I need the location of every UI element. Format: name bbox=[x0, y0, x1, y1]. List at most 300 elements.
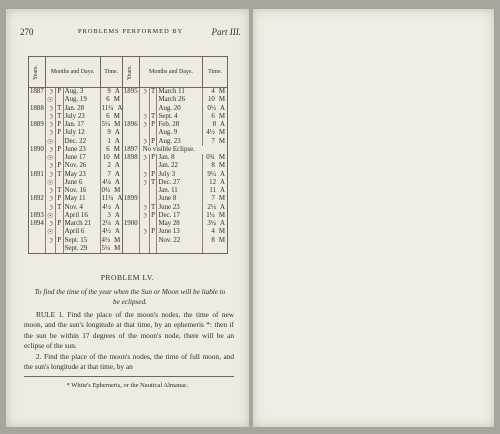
right-time-cell bbox=[203, 187, 228, 195]
table-row bbox=[29, 220, 228, 228]
left-body-glyph: ☽ bbox=[47, 236, 54, 245]
table-row bbox=[29, 146, 228, 154]
right-date-cell: Aug. 9 bbox=[157, 129, 203, 137]
running-title: PROBLEMS PERFORMED BY bbox=[78, 28, 184, 35]
right-time-cell bbox=[203, 237, 228, 245]
time-meridiem: A bbox=[114, 178, 120, 186]
right-time-cell bbox=[203, 88, 228, 97]
right-body-glyph bbox=[139, 245, 149, 254]
table-row bbox=[29, 187, 228, 195]
right-year-cell bbox=[122, 162, 139, 170]
right-year-cell: 1899 bbox=[123, 195, 138, 203]
right-year-cell bbox=[122, 179, 139, 187]
right-body-glyph bbox=[139, 96, 149, 104]
time-value: 9 bbox=[107, 88, 111, 95]
right-year-cell bbox=[122, 171, 139, 179]
right-year-cell: 1900 bbox=[123, 220, 138, 227]
right-year-cell: 1895 bbox=[123, 88, 138, 95]
left-body-glyph: ☽ bbox=[47, 195, 54, 204]
left-body-glyph: ☽ bbox=[47, 104, 54, 113]
left-body-glyph: ☽ bbox=[47, 170, 54, 179]
rule-1: RULE 1. Find the place of the moon's nodes, the time of new moon, and the sun's longitude at that time, by an ephemeris *: then if the sun be within 17 degrees of the moon's node, there will be an eclipse of the sun. bbox=[24, 310, 234, 351]
left-body-glyph: ☽ bbox=[47, 145, 54, 154]
right-body-glyph: ☽ bbox=[140, 203, 148, 212]
left-year-cell: 1892 bbox=[30, 195, 44, 203]
time-value: 2 bbox=[107, 162, 111, 170]
left-type-cell: P bbox=[57, 129, 62, 137]
right-year-cell: 1896 bbox=[123, 121, 138, 128]
col-time-right: Time. bbox=[203, 57, 228, 88]
left-type-cell bbox=[55, 96, 63, 104]
left-type-cell bbox=[55, 138, 63, 146]
time-meridiem: A bbox=[220, 178, 225, 186]
right-type-cell bbox=[149, 162, 157, 170]
time-meridiem: A bbox=[220, 170, 225, 178]
time-meridiem: A bbox=[114, 220, 120, 227]
left-type-cell bbox=[55, 245, 63, 254]
left-time-cell bbox=[100, 146, 122, 154]
col-time-left: Time. bbox=[100, 57, 122, 88]
time-value: 3¼ bbox=[207, 220, 217, 227]
left-type-cell: P bbox=[57, 88, 62, 95]
left-date-cell: March 21 bbox=[63, 220, 100, 228]
time-meridiem: A bbox=[114, 88, 120, 95]
time-meridiem: A bbox=[114, 137, 120, 145]
right-type-cell: P bbox=[151, 211, 155, 219]
right-type-cell bbox=[149, 220, 157, 228]
time-value: 1¼ bbox=[206, 211, 215, 219]
left-body-glyph: ☽ bbox=[47, 220, 54, 228]
table-row bbox=[29, 121, 228, 129]
time-value: 0½ bbox=[207, 104, 217, 112]
right-type-cell: P bbox=[151, 170, 155, 178]
left-body-glyph bbox=[45, 245, 55, 254]
left-body-glyph: ☉ bbox=[47, 154, 54, 162]
right-year-cell: 1897 bbox=[123, 145, 138, 153]
right-date-cell: Aug. 23 bbox=[157, 138, 203, 146]
time-value: 4½ bbox=[206, 129, 215, 137]
right-time-cell bbox=[203, 154, 228, 162]
right-year-cell: 1898 bbox=[123, 154, 138, 161]
left-time-cell bbox=[100, 195, 122, 203]
table-row bbox=[29, 195, 228, 203]
right-year-cell bbox=[122, 204, 139, 212]
right-body-glyph: ☽ bbox=[140, 154, 148, 162]
time-value: 11¼ bbox=[101, 195, 114, 203]
left-date-cell: Nov. 4 bbox=[63, 204, 100, 212]
right-date-cell bbox=[157, 245, 203, 254]
right-time-cell bbox=[203, 121, 228, 129]
left-date-cell: July 12 bbox=[63, 129, 100, 137]
right-year-cell bbox=[122, 245, 139, 254]
right-time-cell bbox=[203, 245, 228, 254]
left-date-cell: June 23 bbox=[63, 146, 100, 154]
left-date-cell: Nov. 26 bbox=[63, 162, 100, 170]
time-meridiem: A bbox=[220, 121, 225, 128]
time-meridiem: M bbox=[114, 187, 121, 194]
left-type-cell: P bbox=[57, 220, 62, 227]
left-year-cell bbox=[29, 138, 46, 146]
table-row bbox=[29, 212, 228, 220]
left-year-cell: 1887 bbox=[30, 88, 44, 95]
right-date-cell: Aug. 20 bbox=[157, 105, 203, 113]
left-date-cell: July 23 bbox=[63, 113, 100, 121]
time-value: 9¼ bbox=[207, 170, 217, 178]
right-type-cell: T bbox=[150, 112, 156, 120]
right-time-cell bbox=[203, 138, 228, 146]
left-time-cell bbox=[100, 154, 122, 162]
table-row bbox=[29, 138, 228, 146]
table-row bbox=[29, 162, 228, 170]
table-row bbox=[29, 129, 228, 137]
left-time-cell bbox=[100, 105, 122, 113]
right-type-cell bbox=[149, 237, 157, 245]
time-meridiem: A bbox=[114, 228, 120, 236]
left-date-cell: Aug. 3 bbox=[63, 88, 100, 97]
time-meridiem: M bbox=[113, 112, 120, 120]
right-body-glyph bbox=[139, 220, 149, 228]
right-body-glyph bbox=[139, 237, 149, 245]
right-time-cell bbox=[203, 162, 228, 170]
time-value: 5¼ bbox=[101, 244, 111, 252]
right-time-cell bbox=[203, 195, 228, 203]
time-meridiem: M bbox=[114, 236, 121, 244]
time-value: 6 bbox=[106, 112, 110, 120]
right-type-cell bbox=[149, 96, 157, 104]
right-body-glyph bbox=[139, 105, 149, 113]
right-date-cell: Dec. 17 bbox=[157, 212, 203, 220]
time-value: 8 bbox=[212, 121, 217, 128]
left-page bbox=[6, 9, 249, 427]
table-row bbox=[29, 154, 228, 162]
right-type-cell: P bbox=[151, 121, 155, 128]
time-meridiem: A bbox=[117, 195, 123, 203]
right-body-glyph bbox=[139, 195, 149, 203]
right-time-cell bbox=[203, 228, 228, 236]
eclipse-table bbox=[28, 56, 228, 254]
right-time-cell bbox=[203, 220, 228, 228]
right-date-cell: Sept. 4 bbox=[157, 113, 203, 121]
left-body-glyph: ☽ bbox=[47, 112, 54, 121]
left-body-glyph: ☽ bbox=[47, 129, 54, 138]
table-row bbox=[29, 88, 228, 97]
table-row bbox=[29, 113, 228, 121]
left-year-cell bbox=[29, 179, 46, 187]
left-body-glyph: ☽ bbox=[47, 121, 54, 129]
right-time-cell bbox=[203, 105, 228, 113]
right-type-cell: T bbox=[150, 178, 156, 186]
table-row bbox=[29, 237, 228, 245]
right-date-cell: Nov. 22 bbox=[157, 237, 203, 245]
right-date-cell: March 26 bbox=[157, 96, 203, 104]
time-meridiem: M bbox=[218, 112, 225, 120]
left-type-cell bbox=[55, 154, 63, 162]
left-year-cell bbox=[29, 187, 46, 195]
left-type-cell: T bbox=[57, 203, 62, 211]
time-value: 4½ bbox=[101, 236, 111, 244]
right-type-cell bbox=[149, 129, 157, 137]
right-year-cell bbox=[122, 96, 139, 104]
right-year-cell bbox=[122, 105, 139, 113]
col-years-left: Years. bbox=[29, 57, 46, 88]
left-year-cell: 1889 bbox=[30, 121, 44, 128]
time-value: 8 bbox=[211, 236, 215, 244]
right-date-cell: Jan. 8 bbox=[157, 154, 203, 162]
right-type-cell: T bbox=[150, 88, 156, 95]
left-time-cell bbox=[100, 171, 122, 179]
time-value: 7 bbox=[107, 170, 111, 178]
right-type-cell bbox=[149, 195, 157, 203]
left-time-cell bbox=[100, 228, 122, 236]
left-date-cell: Sept. 15 bbox=[63, 237, 100, 245]
time-meridiem: A bbox=[220, 220, 225, 227]
right-time-cell bbox=[203, 96, 228, 104]
right-time-cell bbox=[203, 212, 228, 220]
table-row bbox=[29, 179, 228, 187]
left-year-cell: 1888 bbox=[30, 104, 44, 112]
time-value: 4 bbox=[211, 228, 215, 236]
left-body-glyph: ☉ bbox=[47, 211, 54, 220]
left-year-cell bbox=[29, 162, 46, 170]
left-time-cell bbox=[100, 129, 122, 137]
time-value: 6 bbox=[106, 96, 110, 104]
left-date-cell: April 16 bbox=[63, 212, 100, 220]
time-value: 1 bbox=[107, 137, 111, 145]
time-value: 3 bbox=[107, 211, 111, 219]
right-year-cell bbox=[122, 212, 139, 220]
time-value: 4¼ bbox=[102, 178, 111, 186]
right-time-cell bbox=[203, 179, 228, 187]
left-body-glyph: ☉ bbox=[47, 96, 54, 105]
table-row bbox=[29, 96, 228, 104]
right-body-glyph: ☽ bbox=[140, 170, 148, 179]
left-time-cell bbox=[100, 121, 122, 129]
right-note-cell: No visible Eclipse. bbox=[139, 146, 227, 154]
right-date-cell: June 8 bbox=[157, 195, 203, 203]
problem-intro: To find the time of the year when the Sun or Moon will be liable to be eclipsed. bbox=[34, 288, 226, 306]
table-body bbox=[29, 88, 228, 254]
time-meridiem: M bbox=[218, 96, 225, 104]
left-time-cell bbox=[100, 220, 122, 228]
time-meridiem: M bbox=[113, 145, 120, 153]
time-meridiem: A bbox=[114, 203, 120, 211]
time-value: 0¾ bbox=[101, 187, 111, 194]
left-time-cell bbox=[100, 237, 122, 245]
left-year-cell: 1894 bbox=[30, 220, 44, 227]
left-type-cell: T bbox=[57, 187, 62, 194]
right-date-cell: Jan. 22 bbox=[157, 162, 203, 170]
right-date-cell: Dec. 27 bbox=[157, 179, 203, 187]
left-body-glyph: ☽ bbox=[47, 187, 54, 195]
left-year-cell: 1890 bbox=[30, 145, 44, 153]
page-number: 270 bbox=[20, 27, 34, 37]
left-date-cell: Jan. 17 bbox=[63, 121, 100, 129]
time-meridiem: M bbox=[218, 228, 225, 236]
left-type-cell: T bbox=[57, 170, 62, 178]
rule-2: 2. Find the place of the moon's nodes, the time of full moon, and the sun's longitude at that time, by an bbox=[24, 351, 234, 372]
time-value: 0¾ bbox=[206, 154, 215, 161]
time-meridiem: M bbox=[218, 154, 225, 161]
right-time-cell bbox=[203, 171, 228, 179]
part-label: Part III. bbox=[211, 27, 241, 37]
footnote-divider bbox=[24, 376, 234, 377]
time-value: 7 bbox=[211, 195, 215, 203]
left-type-cell: T bbox=[57, 112, 62, 120]
left-time-cell bbox=[100, 96, 122, 104]
table-row bbox=[29, 204, 228, 212]
time-meridiem: A bbox=[220, 187, 225, 194]
right-body-glyph: ☽ bbox=[140, 137, 148, 146]
left-type-cell bbox=[55, 179, 63, 187]
left-time-cell bbox=[100, 245, 122, 254]
table-row bbox=[29, 171, 228, 179]
right-date-cell: Jan. 11 bbox=[157, 187, 203, 195]
right-body-glyph: ☽ bbox=[140, 88, 148, 96]
left-date-cell: May 11 bbox=[63, 195, 100, 203]
right-type-cell bbox=[149, 105, 157, 113]
right-body-glyph: ☽ bbox=[140, 112, 148, 121]
time-value: 10 bbox=[102, 154, 110, 161]
footnote: * White's Ephemeris, or the Nautical Almanac. bbox=[66, 382, 189, 389]
time-value: 2¼ bbox=[207, 203, 217, 211]
left-type-cell: P bbox=[57, 121, 62, 128]
time-meridiem: A bbox=[220, 203, 225, 211]
time-value: 4 bbox=[211, 88, 215, 95]
left-date-cell: May 23 bbox=[63, 171, 100, 179]
left-body-glyph: ☉ bbox=[47, 178, 54, 187]
right-body-glyph: ☽ bbox=[140, 228, 148, 237]
right-type-cell: T bbox=[150, 203, 156, 211]
left-time-cell bbox=[100, 113, 122, 121]
time-value: 5¼ bbox=[101, 121, 111, 128]
right-time-cell bbox=[203, 204, 228, 212]
left-time-cell bbox=[100, 187, 122, 195]
right-date-cell: May 28 bbox=[157, 220, 203, 228]
time-value: 6 bbox=[211, 112, 215, 120]
time-value: 11 bbox=[209, 187, 217, 194]
right-body-glyph bbox=[139, 162, 149, 170]
time-meridiem: M bbox=[218, 236, 225, 244]
left-year-cell bbox=[29, 204, 46, 212]
time-meridiem: M bbox=[218, 137, 225, 145]
time-value: 4½ bbox=[102, 228, 111, 236]
right-date-cell: July 3 bbox=[157, 171, 203, 179]
right-year-cell bbox=[122, 129, 139, 137]
table-header-row bbox=[29, 57, 228, 88]
left-year-cell bbox=[29, 129, 46, 137]
left-body-glyph: ☽ bbox=[47, 162, 54, 171]
left-type-cell: P bbox=[57, 145, 62, 153]
left-date-cell: Dec. 22 bbox=[63, 138, 100, 146]
right-body-glyph bbox=[139, 129, 149, 137]
left-year-cell bbox=[29, 237, 46, 245]
time-meridiem: M bbox=[113, 154, 120, 161]
left-time-cell bbox=[100, 212, 122, 220]
time-meridiem: A bbox=[220, 104, 225, 112]
time-meridiem: A bbox=[114, 211, 120, 219]
left-date-cell: Jan. 28 bbox=[63, 105, 100, 113]
time-meridiem: A bbox=[114, 162, 120, 170]
page-header bbox=[20, 27, 241, 41]
right-year-cell bbox=[122, 237, 139, 245]
time-meridiem: M bbox=[218, 162, 225, 170]
right-page-blank bbox=[253, 9, 494, 427]
left-body-glyph: ☉ bbox=[47, 228, 54, 237]
left-time-cell bbox=[100, 162, 122, 170]
time-meridiem: A bbox=[114, 170, 120, 178]
time-meridiem: A bbox=[117, 104, 123, 112]
right-date-cell: March 11 bbox=[157, 88, 203, 97]
left-time-cell bbox=[100, 88, 122, 97]
col-months-left: Months and Days. bbox=[45, 57, 100, 88]
right-year-cell bbox=[122, 228, 139, 236]
left-body-glyph: ☽ bbox=[47, 88, 54, 96]
left-type-cell bbox=[55, 228, 63, 236]
right-type-cell: P bbox=[151, 137, 155, 145]
time-meridiem: M bbox=[218, 88, 225, 95]
time-value: 6 bbox=[106, 145, 110, 153]
right-body-glyph bbox=[139, 187, 149, 195]
right-type-cell: P bbox=[151, 154, 155, 161]
right-body-glyph: ☽ bbox=[140, 121, 148, 129]
left-year-cell bbox=[29, 245, 46, 254]
time-value: 7 bbox=[211, 137, 215, 145]
right-year-cell bbox=[122, 187, 139, 195]
left-time-cell bbox=[100, 204, 122, 212]
table-row bbox=[29, 228, 228, 236]
right-body-glyph: ☽ bbox=[140, 178, 148, 187]
table-row bbox=[29, 105, 228, 113]
time-meridiem: M bbox=[218, 129, 225, 137]
time-meridiem: M bbox=[114, 121, 121, 128]
time-value: 8 bbox=[211, 162, 215, 170]
left-date-cell: April 6 bbox=[63, 228, 100, 236]
left-year-cell bbox=[29, 96, 46, 104]
right-type-cell: P bbox=[151, 228, 155, 236]
left-body-glyph: ☉ bbox=[47, 137, 54, 146]
problem-rules bbox=[24, 310, 234, 372]
time-meridiem: M bbox=[218, 195, 225, 203]
left-year-cell: 1891 bbox=[30, 170, 44, 178]
left-year-cell bbox=[29, 113, 46, 121]
right-body-glyph: ☽ bbox=[140, 211, 148, 220]
time-value: 4½ bbox=[102, 203, 111, 211]
left-date-cell: June 6 bbox=[63, 179, 100, 187]
left-year-cell bbox=[29, 154, 46, 162]
left-body-glyph: ☽ bbox=[47, 203, 54, 212]
time-value: 10 bbox=[207, 96, 215, 104]
time-value: 11¼ bbox=[101, 104, 114, 112]
time-value: 9 bbox=[107, 129, 111, 137]
time-meridiem: M bbox=[113, 96, 120, 104]
right-date-cell: June 23 bbox=[157, 204, 203, 212]
left-year-cell bbox=[29, 228, 46, 236]
left-type-cell bbox=[55, 212, 63, 220]
left-type-cell: P bbox=[57, 162, 62, 170]
right-time-cell bbox=[203, 129, 228, 137]
problem-title: PROBLEM LV. bbox=[100, 273, 155, 282]
right-date-cell: Feb. 28 bbox=[157, 121, 203, 129]
left-type-cell: P bbox=[57, 195, 62, 203]
left-date-cell: Aug. 19 bbox=[63, 96, 100, 104]
time-meridiem: A bbox=[114, 129, 120, 137]
col-years-right: Years. bbox=[122, 57, 139, 88]
right-year-cell bbox=[122, 138, 139, 146]
time-value: 12 bbox=[209, 178, 217, 186]
table-row bbox=[29, 245, 228, 254]
left-date-cell: June 17 bbox=[63, 154, 100, 162]
right-type-cell bbox=[149, 245, 157, 254]
